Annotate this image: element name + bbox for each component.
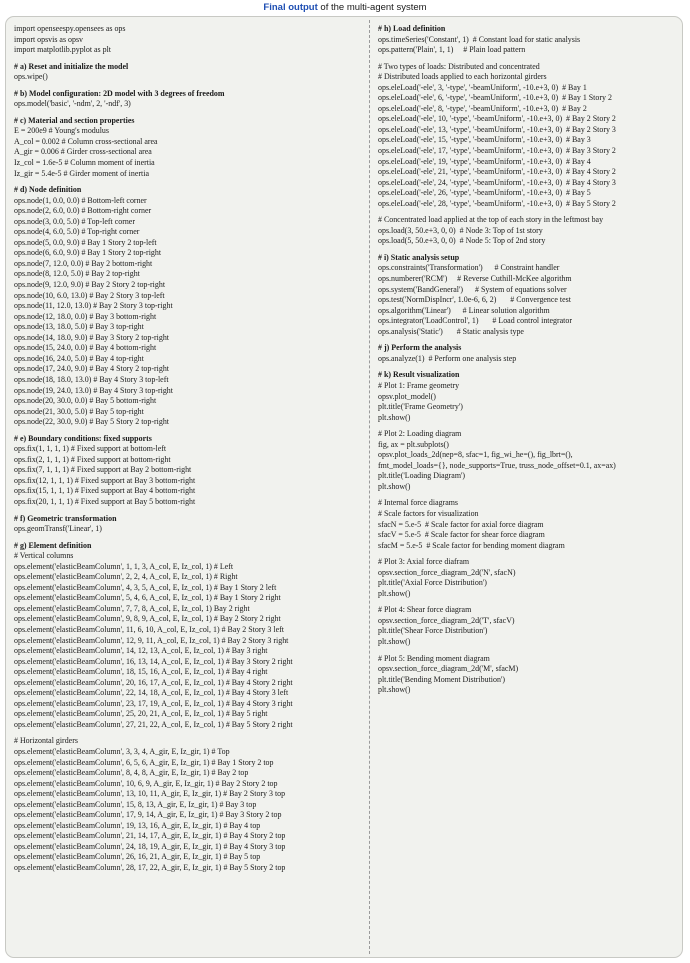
code-line: ops.node(13, 18.0, 5.0) # Bay 3 top-right — [14, 322, 144, 332]
code-line: ops.node(14, 18.0, 9.0) # Bay 3 Story 2 top-right — [14, 332, 169, 342]
title-highlight: Final output — [263, 2, 318, 13]
code-line: ops.element('elasticBeamColumn', 3, 3, 4, A_gir, E, Iz_gir, 1) # Top — [14, 747, 230, 756]
code-line: E = 200e9 # Young's modulus — [14, 126, 109, 136]
code-line: ops.load(5, 50.e+3, 0, 0) # Node 5: Top of 2nd story — [378, 236, 546, 246]
code-line: ops.system('BandGeneral') # System of equations solver — [378, 284, 567, 294]
section-heading: # d) Node definition — [14, 185, 82, 195]
section-heading: # h) Load definition — [378, 24, 446, 33]
code-line: plt.show() — [378, 588, 411, 598]
code-line: plt.title('Loading Diagram') — [378, 471, 466, 481]
code-column-right — [378, 24, 678, 696]
code-line: ops.eleLoad('-ele', 21, '-type', '-beamUniform', -10.e+3, 0) # Bay 4 Story 2 — [378, 167, 616, 177]
code-line: opsv.plot_loads_2d(nep=8, sfac=1, fig_wi_he=(), fig_lbrt=(), — [378, 450, 573, 460]
code-line: # Plot 4: Shear force diagram — [378, 605, 472, 615]
code-line: fmt_model_loads={}, node_supports=True, truss_node_offset=0.1, ax=ax) — [378, 460, 616, 470]
code-line: ops.analyze(1) # Perform one analysis step — [378, 353, 517, 363]
code-line: ops.node(19, 24.0, 13.0) # Bay 4 Story 3 top-right — [14, 385, 173, 395]
section-heading: # a) Reset and initialize the model — [14, 61, 129, 71]
code-line: ops.element('elasticBeamColumn', 28, 17, 22, A_gir, E, Iz_gir, 1) # Bay 5 Story 2 top — [14, 863, 286, 873]
code-line: ops.node(21, 30.0, 5.0) # Bay 5 top-right — [14, 406, 144, 416]
code-line: fig, ax = plt.subplots() — [378, 439, 449, 449]
code-line: Iz_col = 1.6e-5 # Column moment of inertia — [14, 158, 155, 168]
code-line: ops.node(10, 6.0, 13.0) # Bay 2 Story 3 top-left — [14, 290, 165, 300]
code-line: ops.element('elasticBeamColumn', 20, 16, 17, A_col, E, Iz_col, 1) # Bay 4 Story 2 right — [14, 677, 293, 687]
code-line: plt.show() — [378, 481, 411, 491]
code-line: ops.fix(15, 1, 1, 1) # Fixed support at Bay 4 bottom-right — [14, 486, 196, 496]
code-line: ops.fix(2, 1, 1, 1) # Fixed support at bottom-right — [14, 454, 171, 464]
code-line: plt.show() — [378, 412, 411, 422]
code-line: plt.title('Shear Force Distribution') — [378, 626, 488, 636]
code-line: ops.element('elasticBeamColumn', 19, 13, 16, A_gir, E, Iz_gir, 1) # Bay 4 top — [14, 820, 261, 830]
code-line: sfacV = 5.e-5 # Scale factor for shear force diagram — [378, 530, 545, 540]
code-line: ops.fix(7, 1, 1, 1) # Fixed support at Bay 2 bottom-right — [14, 465, 192, 475]
code-line: ops.node(2, 6.0, 0.0) # Bottom-right corner — [14, 206, 152, 216]
code-line: ops.element('elasticBeamColumn', 24, 18, 19, A_gir, E, Iz_gir, 1) # Bay 4 Story 3 top — [14, 841, 286, 851]
code-line: ops.element('elasticBeamColumn', 4, 3, 5, A_col, E, Iz_col, 1) # Bay 1 Story 2 left — [14, 582, 277, 592]
code-line: ops.node(20, 30.0, 0.0) # Bay 5 bottom-right — [14, 396, 157, 406]
code-line: # Concentrated load applied at the top of each story in the leftmost bay — [378, 215, 604, 225]
code-line: ops.node(16, 24.0, 5.0) # Bay 4 top-right — [14, 353, 144, 363]
code-line: ops.integrator('LoadControl', 1) # Load control integrator — [378, 316, 572, 326]
code-line: ops.element('elasticBeamColumn', 14, 12, 13, A_col, E, Iz_col, 1) # Bay 3 right — [14, 646, 268, 656]
code-line: ops.element('elasticBeamColumn', 12, 9, 11, A_col, E, Iz_col, 1) # Bay 2 Story 3 right — [14, 635, 289, 645]
section-heading: # f) Geometric transformation — [14, 513, 117, 523]
code-line: import openseespy.opensees as ops — [14, 24, 126, 33]
code-line: import matplotlib.pyplot as plt — [14, 45, 112, 55]
code-line: ops.node(3, 0.0, 5.0) # Top-left corner — [14, 216, 135, 226]
code-line: ops.eleLoad('-ele', 8, '-type', '-beamUniform', -10.e+3, 0) # Bay 2 — [378, 103, 587, 113]
code-line: ops.element('elasticBeamColumn', 2, 2, 4, A_col, E, Iz_col, 1) # Right — [14, 572, 238, 582]
code-line: ops.element('elasticBeamColumn', 18, 15, 16, A_col, E, Iz_col, 1) # Bay 4 right — [14, 667, 268, 677]
code-line: ops.eleLoad('-ele', 6, '-type', '-beamUniform', -10.e+3, 0) # Bay 1 Story 2 — [378, 93, 612, 103]
code-line: # Plot 1: Frame geometry — [378, 380, 460, 390]
code-line: ops.analysis('Static') # Static analysis type — [378, 326, 524, 336]
code-column-left — [14, 24, 366, 874]
code-line: ops.element('elasticBeamColumn', 11, 6, 10, A_col, E, Iz_col, 1) # Bay 2 Story 3 left — [14, 624, 284, 634]
code-line: # Plot 3: Axial force diafram — [378, 557, 470, 567]
code-line: A_gir = 0.006 # Girder cross-sectional area — [14, 147, 152, 157]
code-line: # Two types of loads: Distributed and concentrated — [378, 61, 540, 71]
code-line: ops.element('elasticBeamColumn', 25, 20, 21, A_col, E, Iz_col, 1) # Bay 5 right — [14, 709, 268, 719]
code-line: ops.node(18, 18.0, 13.0) # Bay 4 Story 3 top-left — [14, 374, 169, 384]
code-line: plt.show() — [378, 636, 411, 646]
code-line: ops.element('elasticBeamColumn', 16, 13, 14, A_col, E, Iz_col, 1) # Bay 3 Story 2 right — [14, 656, 293, 666]
code-line: ops.element('elasticBeamColumn', 7, 7, 8, A_col, E, Iz_col, 1) Bay 2 right — [14, 603, 250, 613]
code-line: ops.element('elasticBeamColumn', 17, 9, 14, A_gir, E, Iz_gir, 1) # Bay 3 Story 2 top — [14, 810, 282, 820]
code-line: ops.element('elasticBeamColumn', 27, 21, 22, A_col, E, Iz_col, 1) # Bay 5 Story 2 right — [14, 719, 293, 729]
code-line: ops.model('basic', '-ndm', 2, '-ndf', 3) — [14, 99, 131, 109]
code-line: import opsvis as opsv — [14, 34, 84, 44]
title-rest: of the multi-agent system — [317, 2, 427, 13]
code-line: ops.eleLoad('-ele', 13, '-type', '-beamUniform', -10.e+3, 0) # Bay 2 Story 3 — [378, 124, 616, 134]
code-line: ops.test('NormDispIncr', 1.0e-6, 6, 2) # Convergence test — [378, 295, 571, 305]
code-line: plt.title('Axial Force Distribution') — [378, 578, 487, 588]
code-line: # Horizontal girders — [14, 736, 78, 746]
code-line: plt.title('Bending Moment Distribution') — [378, 674, 505, 684]
code-line: ops.element('elasticBeamColumn', 15, 8, 13, A_gir, E, Iz_gir, 1) # Bay 3 top — [14, 799, 257, 809]
code-line: ops.pattern('Plain', 1, 1) # Plain load pattern — [378, 45, 526, 55]
code-line: ops.node(15, 24.0, 0.0) # Bay 4 bottom-right — [14, 343, 157, 353]
code-line: ops.element('elasticBeamColumn', 5, 4, 6, A_col, E, Iz_col, 1) # Bay 1 Story 2 right — [14, 593, 281, 603]
code-line: ops.eleLoad('-ele', 24, '-type', '-beamUniform', -10.e+3, 0) # Bay 4 Story 3 — [378, 177, 616, 187]
code-line: ops.geomTransf('Linear', 1) — [14, 524, 102, 534]
code-line: ops.node(1, 0.0, 0.0) # Bottom-left corner — [14, 195, 147, 205]
code-line: ops.node(22, 30.0, 9.0) # Bay 5 Story 2 top-right — [14, 417, 169, 427]
code-line: ops.element('elasticBeamColumn', 1, 1, 3, A_col, E, Iz_col, 1) # Left — [14, 561, 234, 571]
code-line: sfacM = 5.e-5 # Scale factor for bending moment diagram — [378, 540, 565, 550]
section-heading: # e) Boundary conditions: fixed supports — [14, 433, 152, 443]
code-line: ops.element('elasticBeamColumn', 8, 4, 8, A_gir, E, Iz_gir, 1) # Bay 2 top — [14, 768, 249, 778]
code-line: ops.node(4, 6.0, 5.0) # Top-right corner — [14, 227, 140, 237]
code-line: Iz_gir = 5.4e-5 # Girder moment of inertia — [14, 168, 149, 178]
code-line: # Plot 5: Bending moment diagram — [378, 653, 490, 663]
code-line: A_col = 0.002 # Column cross-sectional area — [14, 136, 158, 146]
code-line: opsv.section_force_diagram_2d('M', sfacM) — [378, 664, 519, 674]
page-title — [0, 2, 690, 14]
code-line: ops.element('elasticBeamColumn', 13, 10, 11, A_gir, E, Iz_gir, 1) # Bay 2 Story 3 top — [14, 789, 286, 799]
code-line: ops.eleLoad('-ele', 3, '-type', '-beamUniform', -10.e+3, 0) # Bay 1 — [378, 82, 587, 92]
code-line: ops.eleLoad('-ele', 15, '-type', '-beamUniform', -10.e+3, 0) # Bay 3 — [378, 135, 591, 145]
code-line: ops.element('elasticBeamColumn', 10, 6, 9, A_gir, E, Iz_gir, 1) # Bay 2 Story 2 top — [14, 778, 278, 788]
code-line: ops.element('elasticBeamColumn', 6, 5, 6, A_gir, E, Iz_gir, 1) # Bay 1 Story 2 top — [14, 757, 274, 767]
code-line: ops.wipe() — [14, 72, 48, 82]
column-divider — [369, 20, 370, 954]
section-heading: # j) Perform the analysis — [378, 343, 462, 353]
section-heading: # g) Element definition — [14, 540, 92, 550]
code-line: ops.node(8, 12.0, 5.0) # Bay 2 top-right — [14, 269, 140, 279]
code-line: ops.node(5, 0.0, 9.0) # Bay 1 Story 2 top-left — [14, 237, 157, 247]
code-line: ops.numberer('RCM') # Reverse Cuthill-McKee algorithm — [378, 274, 572, 284]
code-line: ops.node(9, 12.0, 9.0) # Bay 2 Story 2 top-right — [14, 280, 166, 290]
code-line: ops.node(17, 24.0, 9.0) # Bay 4 Story 2 top-right — [14, 364, 169, 374]
code-line: opsv.plot_model() — [378, 391, 436, 401]
code-line: ops.fix(20, 1, 1, 1) # Fixed support at Bay 5 bottom-right — [14, 496, 196, 506]
code-line: # Vertical columns — [14, 551, 74, 561]
section-heading: # b) Model configuration: 2D model with 3 degrees of freedom — [14, 88, 225, 98]
code-line: sfacN = 5.e-5 # Scale factor for axial force diagram — [378, 519, 544, 529]
code-line: # Scale factors for visualization — [378, 508, 479, 518]
code-line: opsv.section_force_diagram_2d('T', sfacV) — [378, 615, 515, 625]
code-line: # Plot 2: Loading diagram — [378, 429, 462, 439]
code-line: plt.title('Frame Geometry') — [378, 402, 463, 412]
code-line: plt.show() — [378, 685, 411, 695]
code-line: # Distributed loads applied to each horizontal girders — [378, 72, 547, 82]
code-line: ops.element('elasticBeamColumn', 23, 17, 19, A_col, E, Iz_col, 1) # Bay 4 Story 3 right — [14, 698, 293, 708]
code-line: ops.eleLoad('-ele', 19, '-type', '-beamUniform', -10.e+3, 0) # Bay 4 — [378, 156, 591, 166]
code-line: ops.element('elasticBeamColumn', 21, 14, 17, A_gir, E, Iz_gir, 1) # Bay 4 Story 2 top — [14, 831, 286, 841]
section-heading: # c) Material and section properties — [14, 115, 135, 125]
code-line: ops.load(3, 50.e+3, 0, 0) # Node 3: Top of 1st story — [378, 225, 543, 235]
code-line: ops.eleLoad('-ele', 28, '-type', '-beamUniform', -10.e+3, 0) # Bay 5 Story 2 — [378, 198, 616, 208]
code-line: ops.fix(1, 1, 1, 1) # Fixed support at bottom-left — [14, 444, 167, 454]
code-line: ops.eleLoad('-ele', 10, '-type', '-beamUniform', -10.e+3, 0) # Bay 2 Story 2 — [378, 114, 616, 124]
code-line: ops.element('elasticBeamColumn', 26, 16, 21, A_gir, E, Iz_gir, 1) # Bay 5 top — [14, 852, 261, 862]
code-line: ops.element('elasticBeamColumn', 22, 14, 18, A_col, E, Iz_col, 1) # Bay 4 Story 3 left — [14, 688, 289, 698]
code-line: ops.fix(12, 1, 1, 1) # Fixed support at Bay 3 bottom-right — [14, 475, 196, 485]
code-line: opsv.section_force_diagram_2d('N', sfacN) — [378, 567, 516, 577]
section-heading: # k) Result visualization — [378, 370, 460, 380]
code-line: ops.eleLoad('-ele', 26, '-type', '-beamUniform', -10.e+3, 0) # Bay 5 — [378, 188, 591, 198]
code-line: ops.element('elasticBeamColumn', 9, 8, 9, A_col, E, Iz_col, 1) # Bay 2 Story 2 right — [14, 614, 281, 624]
code-line: ops.timeSeries('Constant', 1) # Constant load for static analysis — [378, 34, 581, 44]
code-line: ops.constraints('Transformation') # Constraint handler — [378, 263, 560, 273]
code-line: ops.eleLoad('-ele', 17, '-type', '-beamUniform', -10.e+3, 0) # Bay 3 Story 2 — [378, 146, 616, 156]
code-line: # Internal force diagrams — [378, 498, 458, 508]
code-line: ops.node(7, 12.0, 0.0) # Bay 2 bottom-right — [14, 258, 153, 268]
code-line: ops.node(6, 6.0, 9.0) # Bay 1 Story 2 top-right — [14, 248, 162, 258]
code-line: ops.node(12, 18.0, 0.0) # Bay 3 bottom-right — [14, 311, 157, 321]
code-line: ops.algorithm('Linear') # Linear solution algorithm — [378, 305, 550, 315]
code-line: ops.node(11, 12.0, 13.0) # Bay 2 Story 3 top-right — [14, 301, 173, 311]
section-heading: # i) Static analysis setup — [378, 252, 460, 262]
